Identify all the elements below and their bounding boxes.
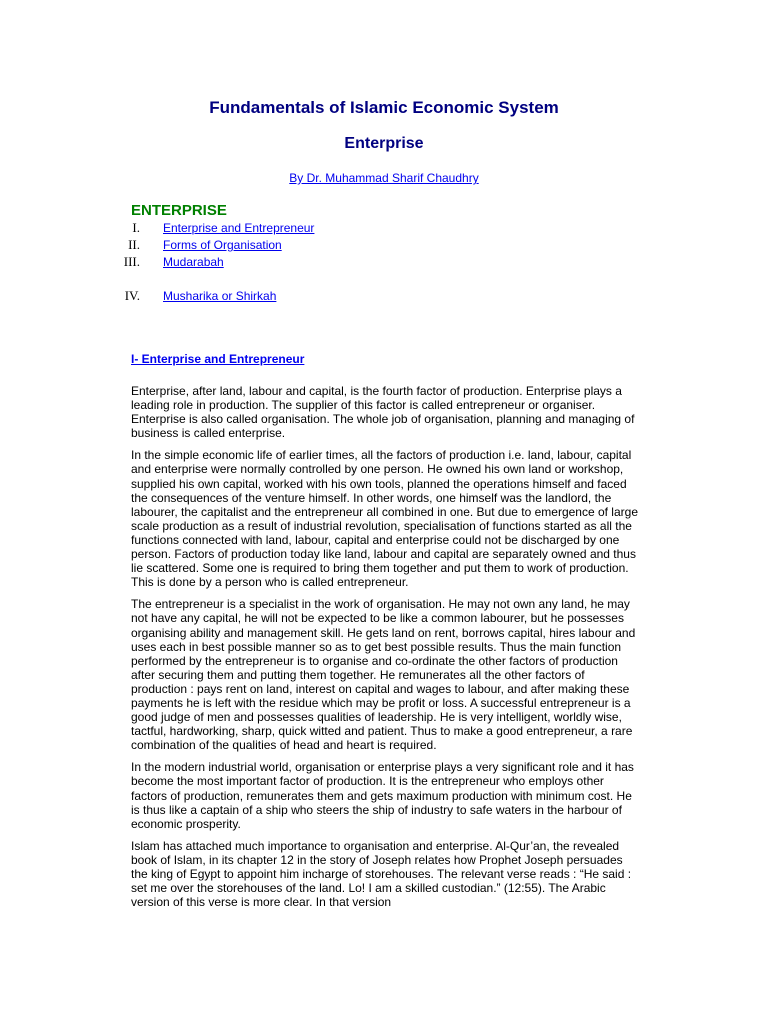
document-title: Fundamentals of Islamic Economic System [209,98,559,117]
paragraph: In the modern industrial world, organisation or enterprise plays a very significant role and it has become the most important factor of production. It is the entrepreneur who employs other factors of production, remunerates them and gets maximum production with minimum cost. He is thus like a captain of a ship who steers the ship of industry to safe waters in the harbour of economic prosperity. [131,760,634,831]
toc-item-mudarabah [0,255,400,271]
toc-heading: ENTERPRISE [131,202,227,219]
section-heading [131,352,304,366]
author-line [0,171,768,185]
toc-item-number: II. [128,237,140,252]
document-subtitle: Enterprise [344,135,424,152]
paragraph: Enterprise, after land, labour and capital, is the fourth factor of production. Enterprise plays a leading role in production. The supplier of this factor is called entrepreneur or organiser. Enterprise is also called organisation. The whole job of organisation, planning and managing of business is called enterprise. [131,384,635,441]
section-body [131,384,641,917]
paragraph: Islam has attached much importance to organisation and enterprise. Al-Qur’an, the revealed book of Islam, in its chapter 12 in the story of Joseph relates how Prophet Joseph persuades the king of Egypt to appoint him incharge of storehouses. The relevant verse reads : “He said : set me over the storehouses of the land. Lo! I am a skilled custodian.” (12:55). The Arabic version of this verse is more clear. In that version [131,838,632,910]
toc-item-number: IV. [124,288,140,303]
paragraph: In the simple economic life of earlier times, all the factors of production i.e. land, labour, capital and enterprise were normally controlled by one person. He owned his own land or workshop, supplied his own capital, worked with his own tools, planned the operations himself and faced the consequences of the venture himself. In other words, one himself was the landlord, the labourer, the capitalist and the entrepreneur all combined in one. But due to emergence of large scale production as a result of industrial revolution, specialisation of functions started as all the functions connected with land, labour, capital and enterprise could not be discharged by one person. Factors of production today like land, labour and capital are separately owned and thus lie scattered. Some one is required to bring them together and put them to work of production. This is done by a person who is called entrepreneur. [131,448,638,590]
toc-link-forms-of-organisation[interactable]: Forms of Organisation [163,238,282,252]
paragraph: The entrepreneur is a specialist in the work of organisation. He may not own any land, he may not have any capital, he will not be expected to be like a common labourer, but he possesses organising ability and management skill. He gets land on rent, borrows capital, hires labour and uses each in best possible manner so as to get best possible results. Thus the main function performed by the entrepreneur is to organise and co-ordinate the other factors of production after securing them and putting them together. He remunerates all the other factors of production : pays rent on land, interest on capital and wages to labour, and after making these payments he is left with the residue which may be profit or loss. A successful entrepreneur is a good judge of men and possesses qualities of leadership. He is very intelligent, worldly wise, tactful, hardworking, sharp, quick witted and patient. Thus to make a good entrepreneur, a rare combination of the qualities of head and heart is required. [131,597,636,753]
section-heading-link[interactable]: I- Enterprise and Entrepreneur [131,352,305,366]
toc-item-enterprise-and-entrepreneur [0,221,400,237]
toc-item-musharika-or-shirkah [0,289,400,305]
toc-item-forms-of-organisation [0,238,400,254]
toc-item-number: I. [132,220,140,235]
toc-item-number: III. [123,254,140,269]
toc-link-mudarabah[interactable]: Mudarabah [163,255,224,269]
toc-link-enterprise-and-entrepreneur[interactable]: Enterprise and Entrepreneur [163,221,315,235]
author-link[interactable]: By Dr. Muhammad Sharif Chaudhry [289,171,479,185]
toc-link-musharika-or-shirkah[interactable]: Musharika or Shirkah [163,289,277,303]
